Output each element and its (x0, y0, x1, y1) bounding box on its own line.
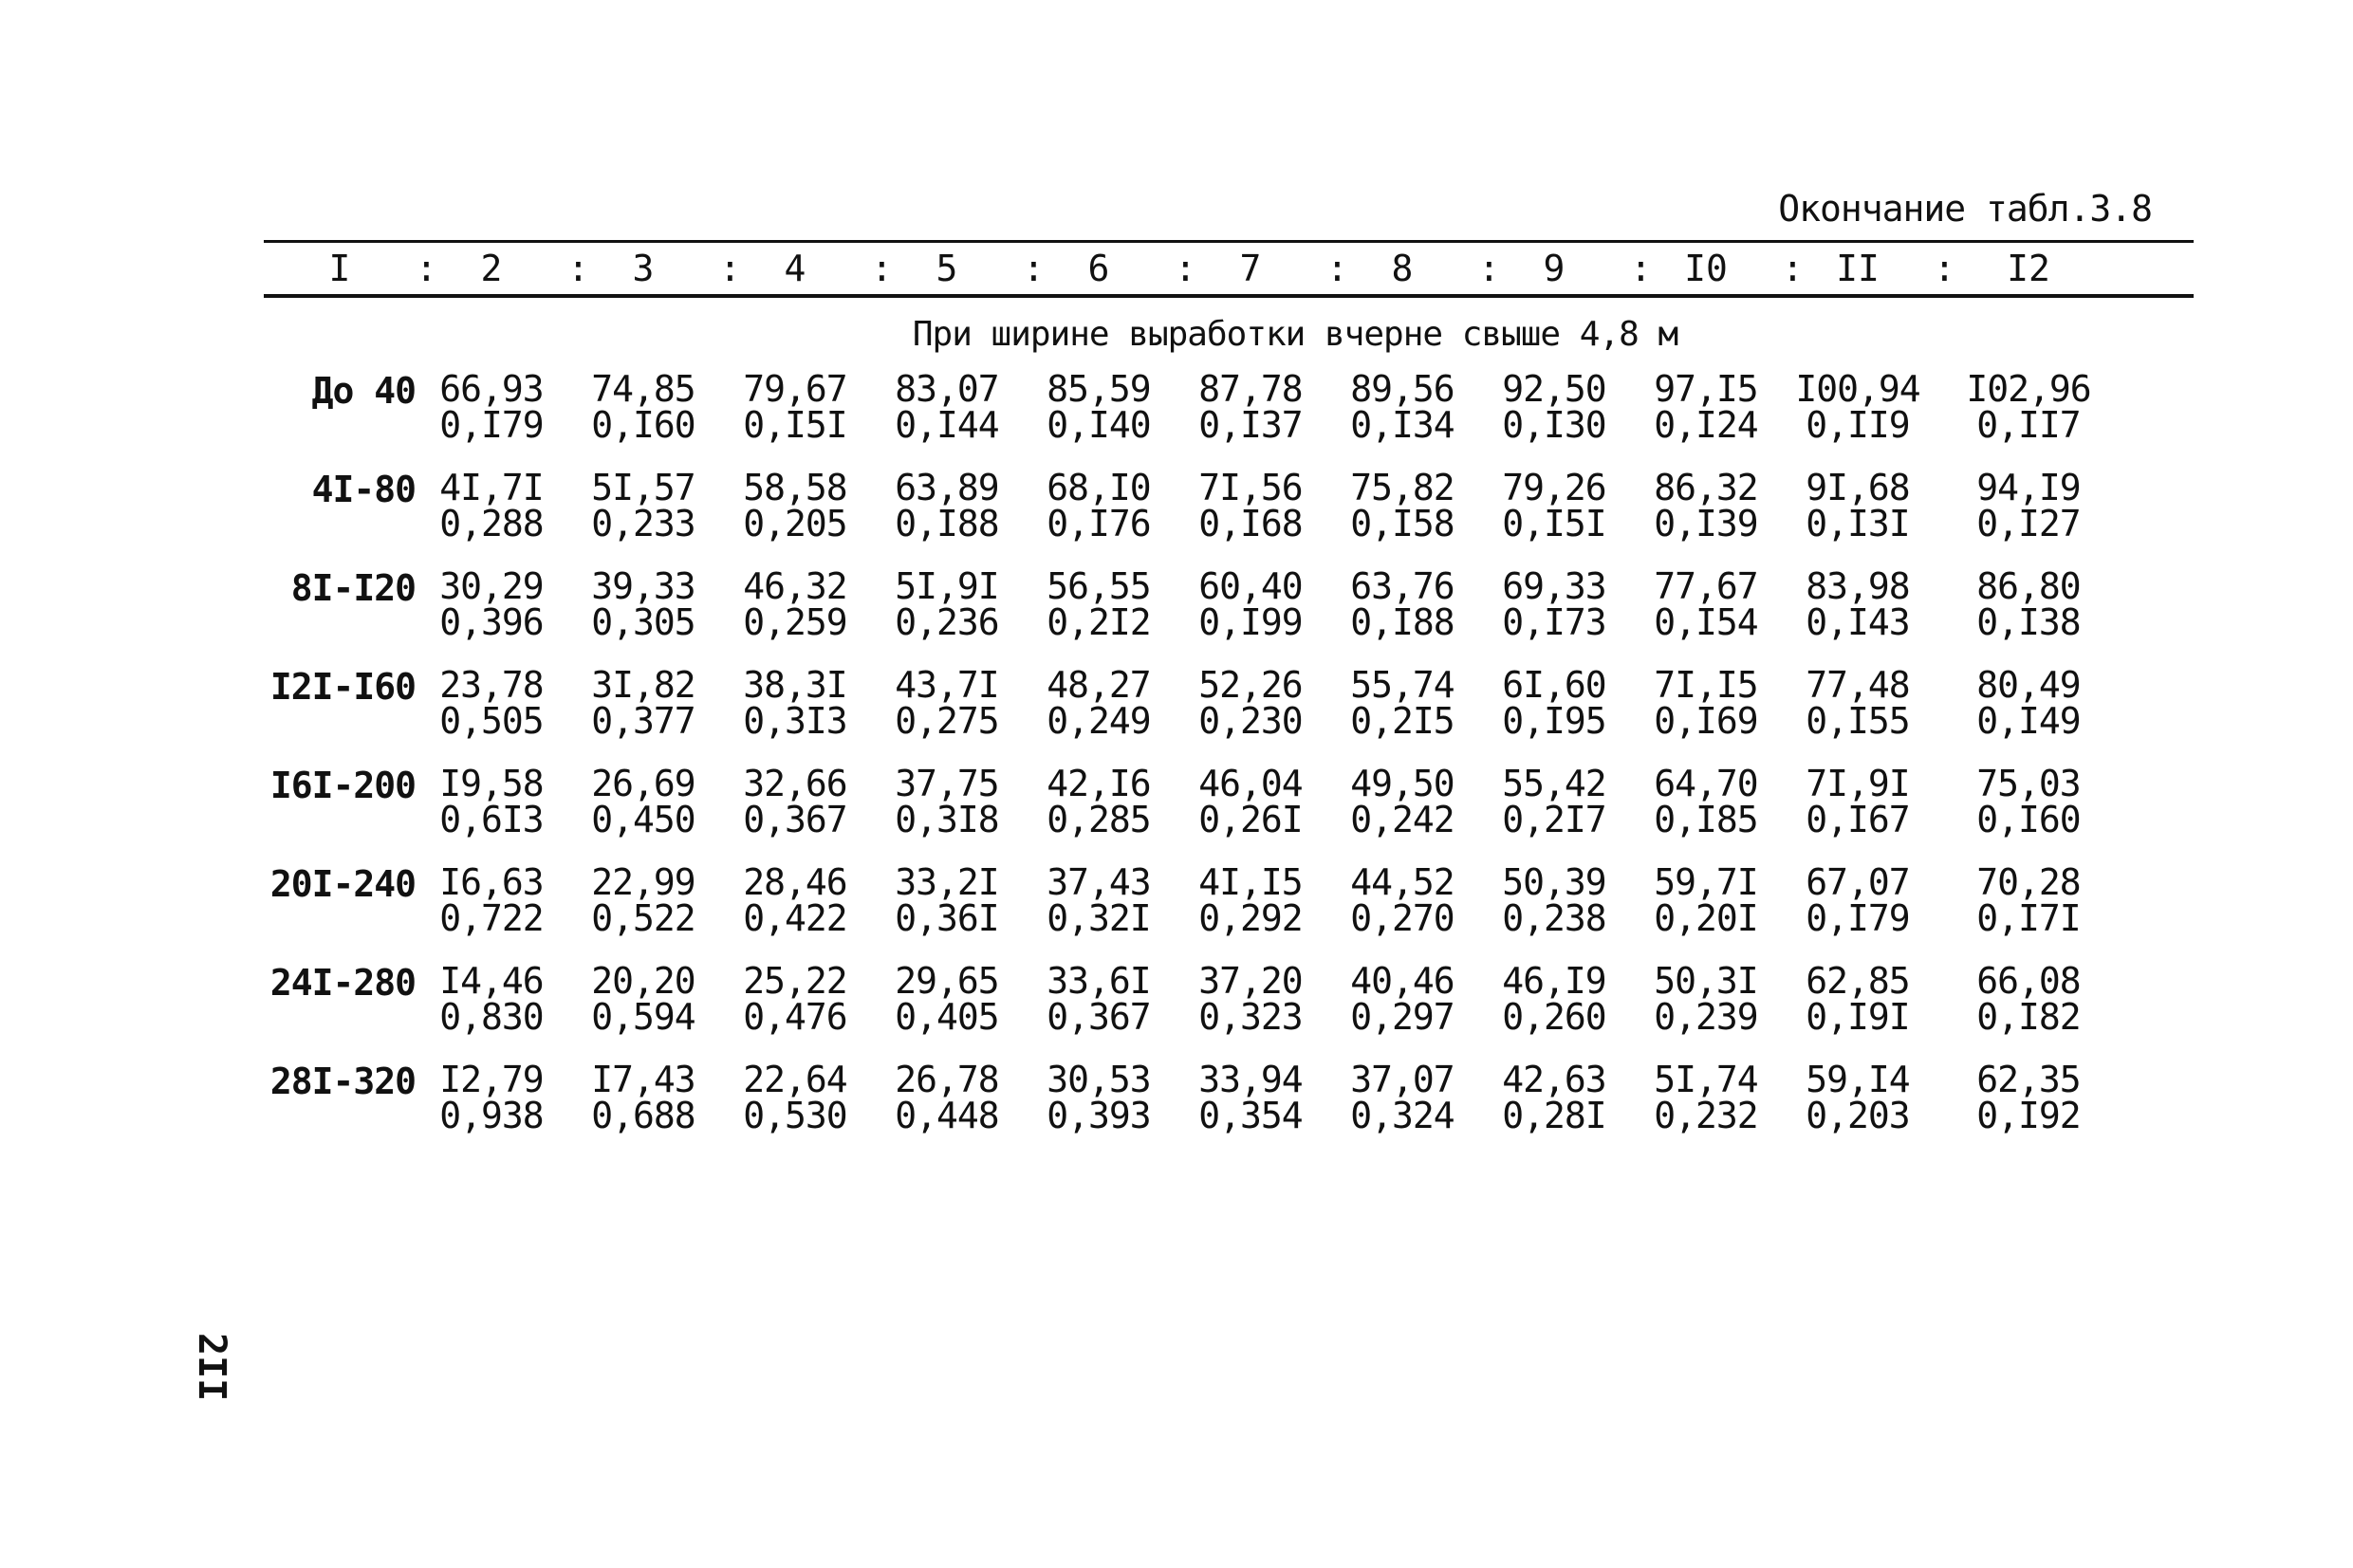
cell-value-bottom: 0,I60 (591, 404, 695, 446)
header-cell: : II (1782, 248, 1934, 289)
cell-value-top: 80,49 (1976, 664, 2081, 706)
cell-value-top: I02,96 (1966, 368, 2091, 410)
cell-value-top: 64,70 (1654, 763, 1758, 804)
table-cell (1326, 861, 1478, 963)
cell-value-bottom: 0,367 (1047, 996, 1151, 1038)
table-cell (871, 664, 1023, 766)
cell-value-top: 32,66 (743, 763, 847, 804)
cell-value-top: 33,6I (1047, 960, 1151, 1002)
table-cell (1478, 1061, 1630, 1160)
table-cell (1934, 960, 2123, 1061)
table-cell (1934, 565, 2123, 667)
cell-value-bottom: 0,688 (591, 1095, 695, 1136)
table-cell (1478, 960, 1630, 1061)
cell-value-bottom: 0,I3I (1806, 503, 1910, 544)
cell-value-top: 85,59 (1047, 368, 1151, 410)
table-row (264, 467, 2194, 568)
cell-value-top: 37,43 (1047, 861, 1151, 903)
cell-value-top: 55,42 (1502, 763, 1606, 804)
cell-value-bottom: 0,I44 (895, 404, 999, 446)
header-cell: : 5 (871, 248, 1023, 289)
table-cell (1630, 861, 1782, 963)
cell-value-top: 79,67 (743, 368, 847, 410)
cell-value-bottom: 0,323 (1198, 996, 1303, 1038)
cell-value-bottom: 0,233 (591, 503, 695, 544)
header-cell: : 6 (1023, 248, 1175, 289)
cell-value-bottom: 0,I7I (1976, 897, 2081, 939)
cell-value-bottom: 0,I79 (1806, 897, 1910, 939)
cell-value-bottom: 0,450 (591, 799, 695, 840)
cell-value-bottom: 0,I95 (1502, 700, 1606, 742)
cell-value-top: I6,63 (439, 861, 544, 903)
cell-value-bottom: 0,I82 (1976, 996, 2081, 1038)
cell-value-bottom: 0,II9 (1806, 404, 1910, 446)
cell-value-bottom: 0,I67 (1806, 799, 1910, 840)
cell-value-top: 23,78 (439, 664, 544, 706)
cell-value-top: 33,2I (895, 861, 999, 903)
cell-value-bottom: 0,285 (1047, 799, 1151, 840)
cell-value-bottom: 0,I40 (1047, 404, 1151, 446)
cell-value-top: 48,27 (1047, 664, 1151, 706)
table-cell (567, 1061, 719, 1160)
cell-value-bottom: 0,260 (1502, 996, 1606, 1038)
table-cell (719, 467, 871, 568)
cell-value-bottom: 0,I39 (1654, 503, 1758, 544)
cell-value-top: 86,80 (1976, 565, 2081, 607)
cell-value-top: 77,48 (1806, 664, 1910, 706)
cell-value-top: 5I,74 (1654, 1059, 1758, 1100)
table-cell (1478, 664, 1630, 766)
cell-value-bottom: 0,377 (591, 700, 695, 742)
table-cell (1478, 763, 1630, 864)
table-header-row (264, 243, 2194, 294)
cell-value-bottom: 0,I58 (1350, 503, 1454, 544)
cell-value-bottom: 0,I88 (1350, 601, 1454, 643)
cell-value-bottom: 0,20I (1654, 897, 1758, 939)
cell-value-bottom: 0,292 (1198, 897, 1303, 939)
cell-value-top: 70,28 (1976, 861, 2081, 903)
cell-value-top: 9I,68 (1806, 467, 1910, 508)
table-cell (1175, 664, 1326, 766)
cell-value-top: 66,93 (439, 368, 544, 410)
cell-value-top: 44,52 (1350, 861, 1454, 903)
table-cell (416, 861, 567, 963)
table-cell (1023, 664, 1175, 766)
table-cell (719, 861, 871, 963)
table-cell (1630, 368, 1782, 470)
cell-value-top: 77,67 (1654, 565, 1758, 607)
cell-value-bottom: 0,I5I (743, 404, 847, 446)
cell-value-bottom: 0,I43 (1806, 601, 1910, 643)
cell-value-top: 5I,9I (895, 565, 999, 607)
cell-value-top: 69,33 (1502, 565, 1606, 607)
cell-value-top: 4I,I5 (1198, 861, 1303, 903)
table-cell (1782, 960, 1934, 1061)
cell-value-top: 56,55 (1047, 565, 1151, 607)
table-row (264, 861, 2194, 963)
cell-value-bottom: 0,I92 (1976, 1095, 2081, 1136)
table-cell (1326, 565, 1478, 667)
cell-value-top: 62,35 (1976, 1059, 2081, 1100)
cell-value-top: 46,I9 (1502, 960, 1606, 1002)
table-cell (1023, 861, 1175, 963)
header-cell: : 8 (1326, 248, 1478, 289)
cell-value-bottom: 0,28I (1502, 1095, 1606, 1136)
header-cell: : 4 (719, 248, 871, 289)
table-cell (1175, 763, 1326, 864)
cell-value-top: 42,63 (1502, 1059, 1606, 1100)
cell-value-top: 43,7I (895, 664, 999, 706)
cell-value-bottom: 0,I37 (1198, 404, 1303, 446)
table-cell (719, 664, 871, 766)
cell-value-top: 50,3I (1654, 960, 1758, 1002)
table-cell (1175, 861, 1326, 963)
table-cell (416, 763, 567, 864)
cell-value-top: I4,46 (439, 960, 544, 1002)
cell-value-bottom: 0,830 (439, 996, 544, 1038)
cell-value-top: I9,58 (439, 763, 544, 804)
data-table (264, 240, 2194, 1160)
cell-value-top: 50,39 (1502, 861, 1606, 903)
cell-value-top: 62,85 (1806, 960, 1910, 1002)
cell-value-top: 94,I9 (1976, 467, 2081, 508)
cell-value-bottom: 0,I27 (1976, 503, 2081, 544)
table-cell (1478, 861, 1630, 963)
cell-value-top: 37,07 (1350, 1059, 1454, 1100)
cell-value-bottom: 0,594 (591, 996, 695, 1038)
cell-value-bottom: 0,249 (1047, 700, 1151, 742)
table-cell (1934, 368, 2123, 470)
cell-value-top: 68,I0 (1047, 467, 1151, 508)
cell-value-bottom: 0,448 (895, 1095, 999, 1136)
table-cell (416, 467, 567, 568)
table-cell (416, 960, 567, 1061)
header-cell: : 3 (567, 248, 719, 289)
row-label: I2I-I60 (269, 666, 416, 708)
header-cell: : 2 (416, 248, 567, 289)
table-cell (1782, 467, 1934, 568)
header-cell: : 7 (1175, 248, 1326, 289)
table-cell (871, 861, 1023, 963)
header-cell: I (328, 248, 351, 289)
cell-value-top: 3I,82 (591, 664, 695, 706)
cell-value-top: 63,89 (895, 467, 999, 508)
cell-value-top: 59,I4 (1806, 1059, 1910, 1100)
cell-value-bottom: 0,238 (1502, 897, 1606, 939)
table-cell (1175, 565, 1326, 667)
row-label: 20I-240 (269, 863, 416, 905)
cell-value-bottom: 0,354 (1198, 1095, 1303, 1136)
cell-value-bottom: 0,I76 (1047, 503, 1151, 544)
table-cell (567, 960, 719, 1061)
table-row (264, 763, 2194, 864)
table-cell (567, 763, 719, 864)
cell-value-bottom: 0,26I (1198, 799, 1303, 840)
cell-value-bottom: 0,938 (439, 1095, 544, 1136)
table-cell (1023, 1061, 1175, 1160)
cell-value-top: 30,29 (439, 565, 544, 607)
table-row (264, 368, 2194, 470)
cell-value-bottom: 0,232 (1654, 1095, 1758, 1136)
cell-value-bottom: 0,324 (1350, 1095, 1454, 1136)
table-cell (871, 960, 1023, 1061)
cell-value-bottom: 0,I30 (1502, 404, 1606, 446)
table-cell (1934, 467, 2123, 568)
cell-value-top: 52,26 (1198, 664, 1303, 706)
cell-value-top: 75,03 (1976, 763, 2081, 804)
cell-value-bottom: 0,I54 (1654, 601, 1758, 643)
table-cell (1630, 664, 1782, 766)
table-row (264, 664, 2194, 766)
cell-value-bottom: 0,36I (895, 897, 999, 939)
table-cell (719, 763, 871, 864)
table-cell (1326, 960, 1478, 1061)
table-cell (871, 1061, 1023, 1160)
cell-value-top: 20,20 (591, 960, 695, 1002)
table-cell (1934, 664, 2123, 766)
cell-value-bottom: 0,242 (1350, 799, 1454, 840)
table-cell (1326, 763, 1478, 864)
cell-value-bottom: 0,I38 (1976, 601, 2081, 643)
table-cell (1175, 368, 1326, 470)
row-label: 28I-320 (269, 1061, 416, 1102)
table-cell (1630, 763, 1782, 864)
cell-value-top: 66,08 (1976, 960, 2081, 1002)
cell-value-bottom: 0,I88 (895, 503, 999, 544)
table-cell (1934, 763, 2123, 864)
table-cell (1023, 763, 1175, 864)
table-cell (416, 368, 567, 470)
cell-value-top: 40,46 (1350, 960, 1454, 1002)
table-cell (1782, 1061, 1934, 1160)
table-caption: Окончание табл.3.8 (1778, 188, 2152, 230)
table-subtitle: При ширине выработки вчерне свыше 4,8 м (912, 315, 1678, 354)
cell-value-top: I00,94 (1795, 368, 1920, 410)
table-cell (719, 1061, 871, 1160)
cell-value-top: 42,I6 (1047, 763, 1151, 804)
table-cell (1326, 1061, 1478, 1160)
cell-value-top: 86,32 (1654, 467, 1758, 508)
cell-value-bottom: 0,I69 (1654, 700, 1758, 742)
table-cell (1175, 1061, 1326, 1160)
cell-value-bottom: 0,32I (1047, 897, 1151, 939)
cell-value-top: I2,79 (439, 1059, 544, 1100)
cell-value-bottom: 0,2I2 (1047, 601, 1151, 643)
table-cell (567, 467, 719, 568)
table-cell (1934, 861, 2123, 963)
cell-value-top: 46,32 (743, 565, 847, 607)
table-row (264, 565, 2194, 667)
table-cell (1782, 368, 1934, 470)
cell-value-bottom: 0,297 (1350, 996, 1454, 1038)
cell-value-top: 7I,56 (1198, 467, 1303, 508)
cell-value-bottom: 0,239 (1654, 996, 1758, 1038)
cell-value-bottom: 0,I99 (1198, 601, 1303, 643)
table-cell (1023, 467, 1175, 568)
table-cell (1326, 664, 1478, 766)
cell-value-bottom: 0,270 (1350, 897, 1454, 939)
cell-value-top: 22,99 (591, 861, 695, 903)
cell-value-bottom: 0,I49 (1976, 700, 2081, 742)
cell-value-bottom: 0,2I5 (1350, 700, 1454, 742)
cell-value-top: 59,7I (1654, 861, 1758, 903)
cell-value-top: 29,65 (895, 960, 999, 1002)
table-cell (1175, 467, 1326, 568)
cell-value-top: 74,85 (591, 368, 695, 410)
cell-value-top: 39,33 (591, 565, 695, 607)
cell-value-bottom: 0,275 (895, 700, 999, 742)
cell-value-top: 89,56 (1350, 368, 1454, 410)
table-cell (719, 565, 871, 667)
table-cell (871, 763, 1023, 864)
cell-value-bottom: 0,522 (591, 897, 695, 939)
cell-value-bottom: 0,I5I (1502, 503, 1606, 544)
cell-value-bottom: 0,259 (743, 601, 847, 643)
table-cell (1782, 565, 1934, 667)
cell-value-top: 7I,9I (1806, 763, 1910, 804)
cell-value-top: 63,76 (1350, 565, 1454, 607)
cell-value-top: 87,78 (1198, 368, 1303, 410)
cell-value-top: 83,98 (1806, 565, 1910, 607)
table-cell (1023, 565, 1175, 667)
cell-value-bottom: 0,I79 (439, 404, 544, 446)
table-cell (1782, 763, 1934, 864)
cell-value-top: 28,46 (743, 861, 847, 903)
table-cell (1478, 467, 1630, 568)
cell-value-top: 92,50 (1502, 368, 1606, 410)
cell-value-top: 25,22 (743, 960, 847, 1002)
table-cell (719, 368, 871, 470)
cell-value-bottom: 0,I24 (1654, 404, 1758, 446)
cell-value-top: 37,20 (1198, 960, 1303, 1002)
row-label: 24I-280 (269, 962, 416, 1004)
cell-value-bottom: 0,722 (439, 897, 544, 939)
cell-value-top: 5I,57 (591, 467, 695, 508)
table-cell (1782, 861, 1934, 963)
cell-value-bottom: 0,2I7 (1502, 799, 1606, 840)
row-label: До 40 (311, 370, 416, 412)
table-cell (1326, 368, 1478, 470)
table-row (264, 1061, 2194, 1160)
cell-value-top: 26,69 (591, 763, 695, 804)
cell-value-bottom: 0,422 (743, 897, 847, 939)
cell-value-top: 22,64 (743, 1059, 847, 1100)
table-cell (719, 960, 871, 1061)
table-cell (1023, 368, 1175, 470)
cell-value-top: 4I,7I (439, 467, 544, 508)
table-cell (567, 368, 719, 470)
cell-value-bottom: 0,I55 (1806, 700, 1910, 742)
cell-value-bottom: 0,205 (743, 503, 847, 544)
table-cell (416, 565, 567, 667)
cell-value-top: 26,78 (895, 1059, 999, 1100)
table-cell (567, 861, 719, 963)
table-cell (1023, 960, 1175, 1061)
cell-value-top: 60,40 (1198, 565, 1303, 607)
page-number: 2II (190, 1333, 233, 1402)
cell-value-top: 55,74 (1350, 664, 1454, 706)
table-cell (1175, 960, 1326, 1061)
row-label: 4I-80 (311, 469, 416, 510)
cell-value-bottom: 0,I73 (1502, 601, 1606, 643)
cell-value-top: 6I,60 (1502, 664, 1606, 706)
header-cell: : I2 (1934, 248, 2123, 289)
cell-value-bottom: 0,230 (1198, 700, 1303, 742)
cell-value-bottom: 0,I9I (1806, 996, 1910, 1038)
cell-value-bottom: 0,II7 (1976, 404, 2081, 446)
table-cell (1478, 368, 1630, 470)
cell-value-bottom: 0,305 (591, 601, 695, 643)
cell-value-top: 49,50 (1350, 763, 1454, 804)
cell-value-bottom: 0,367 (743, 799, 847, 840)
cell-value-bottom: 0,I60 (1976, 799, 2081, 840)
cell-value-bottom: 0,236 (895, 601, 999, 643)
cell-value-bottom: 0,393 (1047, 1095, 1151, 1136)
cell-value-top: 58,58 (743, 467, 847, 508)
cell-value-top: I7,43 (591, 1059, 695, 1100)
cell-value-bottom: 0,203 (1806, 1095, 1910, 1136)
cell-value-bottom: 0,405 (895, 996, 999, 1038)
cell-value-bottom: 0,6I3 (439, 799, 544, 840)
cell-value-bottom: 0,396 (439, 601, 544, 643)
cell-value-bottom: 0,288 (439, 503, 544, 544)
cell-value-top: 38,3I (743, 664, 847, 706)
cell-value-top: 67,07 (1806, 861, 1910, 903)
header-cell: : 9 (1478, 248, 1630, 289)
cell-value-top: 33,94 (1198, 1059, 1303, 1100)
table-cell (1630, 1061, 1782, 1160)
table-body (264, 368, 2194, 1160)
cell-value-bottom: 0,3I8 (895, 799, 999, 840)
table-cell (871, 368, 1023, 470)
cell-value-bottom: 0,505 (439, 700, 544, 742)
cell-value-bottom: 0,I85 (1654, 799, 1758, 840)
cell-value-bottom: 0,476 (743, 996, 847, 1038)
table-cell (1478, 565, 1630, 667)
table-header-rule (264, 294, 2194, 298)
cell-value-top: 83,07 (895, 368, 999, 410)
cell-value-bottom: 0,I34 (1350, 404, 1454, 446)
cell-value-top: 97,I5 (1654, 368, 1758, 410)
header-cell: : I0 (1630, 248, 1782, 289)
table-cell (1630, 565, 1782, 667)
cell-value-top: 30,53 (1047, 1059, 1151, 1100)
cell-value-bottom: 0,I68 (1198, 503, 1303, 544)
cell-value-bottom: 0,3I3 (743, 700, 847, 742)
row-label: 8I-I20 (290, 567, 416, 609)
cell-value-top: 37,75 (895, 763, 999, 804)
table-cell (871, 565, 1023, 667)
table-row (264, 960, 2194, 1061)
table-cell (567, 664, 719, 766)
table-cell (871, 467, 1023, 568)
table-cell (1326, 467, 1478, 568)
table-cell (1630, 960, 1782, 1061)
row-label: I6I-200 (269, 765, 416, 806)
table-cell (1782, 664, 1934, 766)
table-cell (1934, 1061, 2123, 1160)
table-cell (416, 664, 567, 766)
table-cell (567, 565, 719, 667)
cell-value-bottom: 0,530 (743, 1095, 847, 1136)
cell-value-top: 75,82 (1350, 467, 1454, 508)
table-cell (1630, 467, 1782, 568)
cell-value-top: 7I,I5 (1654, 664, 1758, 706)
cell-value-top: 46,04 (1198, 763, 1303, 804)
table-cell (416, 1061, 567, 1160)
cell-value-top: 79,26 (1502, 467, 1606, 508)
